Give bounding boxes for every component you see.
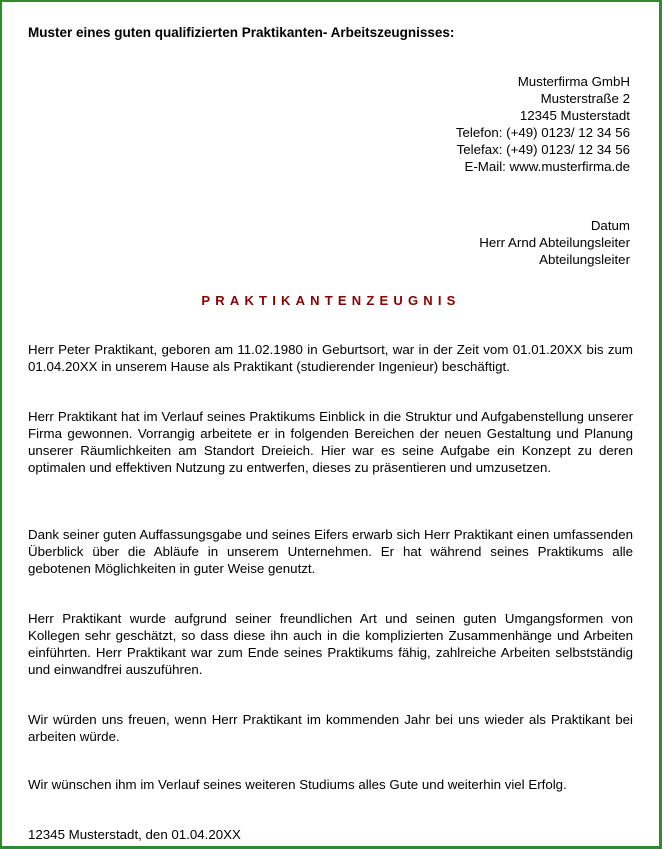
paragraph-rehire-wish: Wir würden uns freuen, wenn Herr Praktikant im kommenden Jahr bei uns wieder als Praktikant bei arbeiten würde. [28,712,633,744]
recipient-block [479,217,630,268]
paragraph-tasks: Herr Praktikant hat im Verlauf seines Praktikums Einblick in die Struktur und Aufgabenstellung unserer Firma gewonnen. Vorrangig arbeitete er in folgenden Bereichen der neuen Gestaltung und Planung unserer Räumlichkeiten am Standort Dreieich. Hier war es seine Aufgabe ein Konzept zu deren optimalen und effektiven Nutzung zu entwerfen, dieses zu präsentieren und umzusetzen. [28,409,633,475]
sender-fax: Telefax: (+49) 0123/ 12 34 56 [456,142,630,157]
paragraph-farewell: Wir wünschen ihm im Verlauf seines weiteren Studiums alles Gute und weiterhin viel Erfolg. [28,777,567,792]
paragraph-employment-period: Herr Peter Praktikant, geboren am 11.02.1980 in Geburtsort, war in der Zeit vom 01.01.20XX bis zum 01.04.20XX in unserem Hause als Praktikant (studierender Ingenieur) beschäftigt. [28,342,633,374]
paragraph-performance: Dank seiner guten Auffassungsgabe und seines Eifers erwarb sich Herr Praktikant einen umfassenden Überblick über die Abläufe in unserem Unternehmen. Er hat während seines Praktikums alle gebotenen Möglichkeiten in guter Weise genutzt. [28,527,633,576]
closing-place-date: 12345 Musterstadt, den 01.04.20XX [28,827,241,842]
sender-street: Musterstraße 2 [540,91,630,106]
sender-address-block [456,73,630,175]
sender-email: E-Mail: www.musterfirma.de [464,159,630,174]
recipient-name: Herr Arnd Abteilungsleiter [479,235,630,250]
document-heading: Muster eines guten qualifizierten Praktikanten- Arbeitszeugnisses: [28,25,455,40]
recipient-position: Abteilungsleiter [539,252,630,267]
recipient-date: Datum [590,218,630,233]
sender-company: Musterfirma GmbH [517,74,630,89]
sender-phone: Telefon: (+49) 0123/ 12 34 56 [455,125,630,140]
document-title: PRAKTIKANTENZEUGNIS [201,293,461,308]
sender-city: 12345 Musterstadt [519,108,630,123]
paragraph-social-behavior: Herr Praktikant wurde aufgrund seiner freundlichen Art und seinen guten Umgangsformen von Kollegen sehr geschätzt, so dass diese ihn auch in die komplizierten Zusammenhänge und Arbeiten einführten. Herr Praktikant war zum Ende seines Praktikums fähig, zahlreiche Arbeiten selbstständig und einwandfrei auszuführen. [28,611,633,677]
